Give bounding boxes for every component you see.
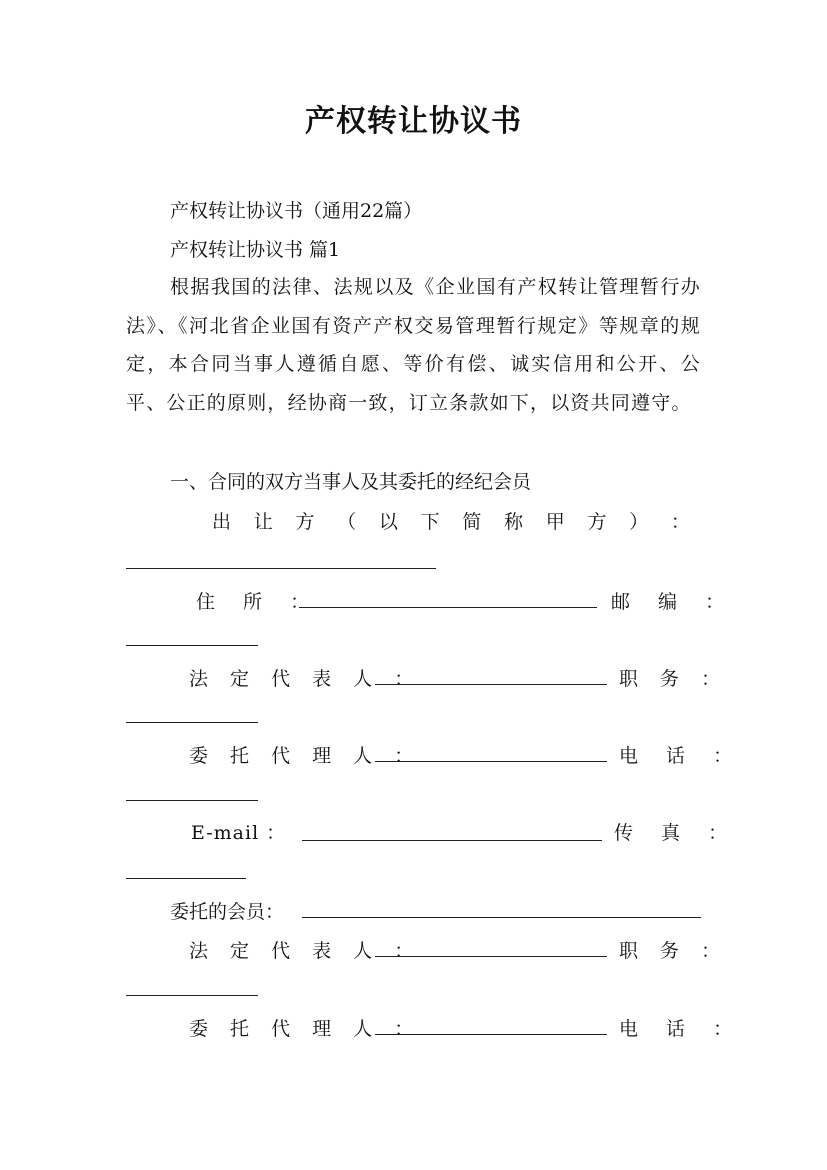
- postcode-label: 邮 编 ：: [611, 591, 736, 613]
- transferor-char: 方: [587, 511, 607, 533]
- fax-blank-line: [126, 878, 246, 879]
- phone-label: 电 话 ：: [619, 745, 744, 767]
- member-blank-line: [302, 917, 701, 918]
- position-blank-line: [126, 722, 258, 723]
- intro-paragraph: 根据我国的法律、法规以及《企业国有产权转让管理暂行办法》、《河北省企业国有资产产权交易管理暂行规定》等规章的规定，本合同当事人遵循自愿、等价有偿、诚实信用和公开、公平、公正的原则，经协商一致，订立条款如下，以资共同遵守。: [126, 276, 701, 414]
- transferor-char: 让: [253, 511, 273, 533]
- email-blank-line: [302, 840, 602, 841]
- clause-heading: 一、合同的双方当事人及其委托的经纪会员: [170, 471, 532, 493]
- transferor-char: 简: [462, 511, 482, 533]
- phone-blank-line: [126, 800, 258, 801]
- agent-blank-line: [375, 761, 607, 762]
- address-blank-line: [299, 607, 597, 608]
- transferor-char: 以: [378, 511, 398, 533]
- legal-rep-2-label: 法 定 代 表 人 ：: [189, 940, 422, 962]
- phone-2-label: 电 话 ：: [619, 1018, 744, 1040]
- transferor-char: （: [337, 511, 357, 533]
- document-title: 产权转让协议书: [305, 104, 522, 139]
- transferor-blank-line: [126, 568, 436, 569]
- postcode-blank-line: [126, 645, 258, 646]
- legal-rep-label: 法 定 代 表 人 ：: [189, 668, 422, 690]
- agent-2-label: 委 托 代 理 人 ：: [189, 1018, 422, 1040]
- email-label: E-mail ：: [191, 822, 287, 844]
- fax-label: 传 真 ：: [614, 822, 739, 844]
- section-heading: 产权转让协议书 篇1: [170, 239, 341, 261]
- agent-2-blank-line: [375, 1034, 607, 1035]
- transferor-char: 方: [295, 511, 315, 533]
- transferor-char: 称: [504, 511, 524, 533]
- agent-label: 委 托 代 理 人 ：: [189, 745, 422, 767]
- transferor-label: [212, 509, 690, 535]
- transferor-char: ）: [629, 511, 649, 533]
- transferor-char: ：: [670, 511, 690, 533]
- position-2-blank-line: [126, 995, 258, 996]
- legal-rep-blank-line: [375, 684, 607, 685]
- member-label: 委托的会员：: [170, 901, 285, 923]
- position-2-label: 职 务 ：: [619, 940, 729, 962]
- transferor-char: 甲: [545, 511, 565, 533]
- legal-rep-2-blank-line: [375, 956, 607, 957]
- address-label: 住 所 ：: [196, 591, 321, 613]
- position-label: 职 务 ：: [619, 668, 729, 690]
- transferor-char: 下: [420, 511, 440, 533]
- document-subtitle: 产权转让协议书（通用22篇）: [170, 200, 423, 222]
- transferor-char: 出: [212, 511, 232, 533]
